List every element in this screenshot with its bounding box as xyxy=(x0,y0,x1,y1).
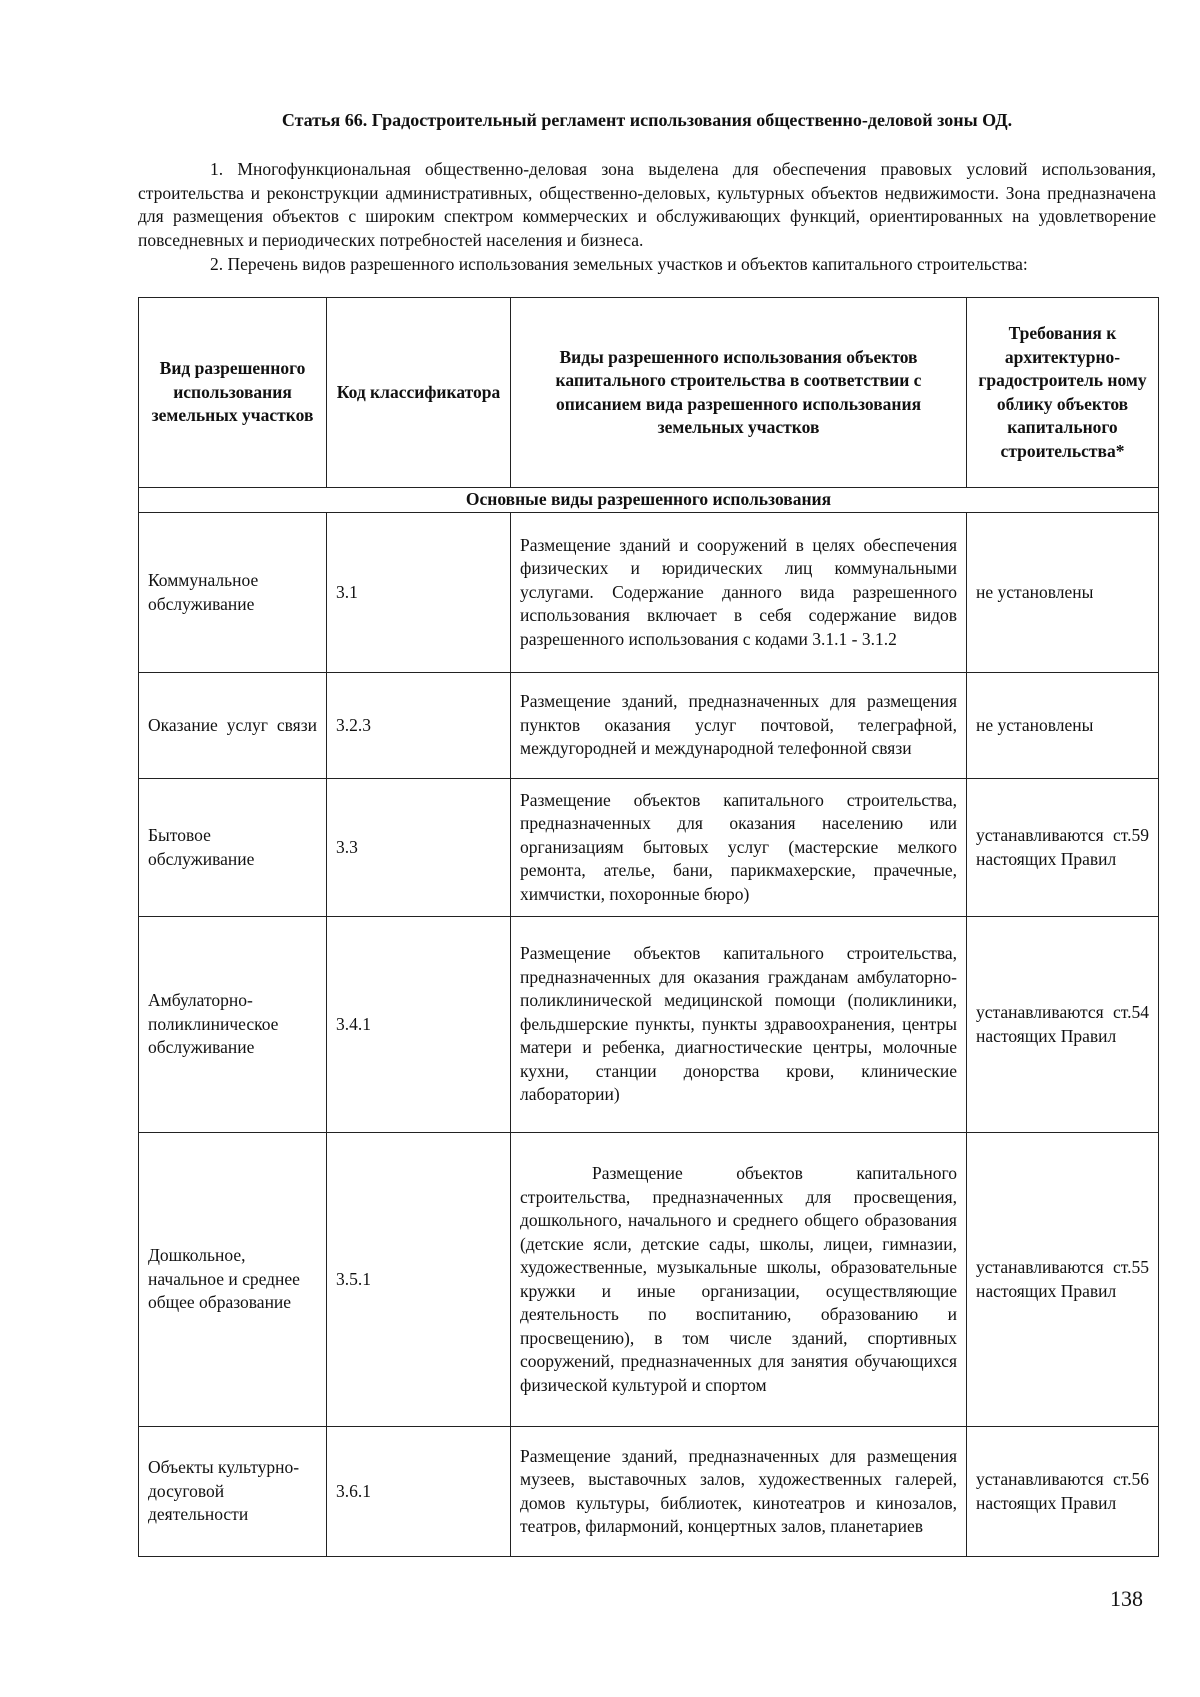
row-requirements: устанавливаются ст.56 настоящих Правил xyxy=(967,1427,1159,1557)
row-classifier-code: 3.5.1 xyxy=(327,1133,511,1427)
table-row xyxy=(139,673,1159,779)
row-requirements: устанавливаются ст.59 настоящих Правил xyxy=(967,779,1159,917)
header-requirements: Требования к архитектурно-градостроитель ному облику объектов капитального строительства* xyxy=(967,298,1159,488)
row-description: Размещение объектов капитального строительства, предназначенных для оказания гражданам амбулаторно-поликлинической медицинской помощи (поликлиники, фельдшерские пункты, пункты здравоохранения, центры матери и ребенка, диагностические центры, молочные кухни, станции донорства крови, клинические лаборатории) xyxy=(511,917,967,1133)
paragraph-zone-description: 1. Многофункциональная общественно-деловая зона выделена для обеспечения правовых условий использования, строительства и реконструкции административных, общественно-деловых, культурных объектов недвижимости. Зона предназначена для размещения объектов с широким спектром коммерческих и обслуживающих функций, ориентированных на удовлетворение повседневных и периодических потребностей населения и бизнеса. xyxy=(138,159,1156,250)
row-classifier-code: 3.3 xyxy=(327,779,511,917)
row-description: Размещение зданий, предназначенных для размещения музеев, выставочных залов, художественных галерей, домов культуры, библиотек, кинотеатров и кинозалов, театров, филармоний, концертных залов, планетариев xyxy=(511,1427,967,1557)
section-title: Основные виды разрешенного использования xyxy=(139,488,1159,513)
row-land-use-name: Бытовое обслуживание xyxy=(139,779,327,917)
article-heading: Статья 66. Градостроительный регламент использования общественно-деловой зоны ОД. xyxy=(281,110,1013,130)
row-land-use-name: Коммунальное обслуживание xyxy=(139,513,327,673)
row-description: Размещение зданий, предназначенных для размещения пунктов оказания услуг почтовой, телеграфной, междугородней и международной телефонной связи xyxy=(511,673,967,779)
row-requirements: не установлены xyxy=(967,513,1159,673)
row-description: Размещение зданий и сооружений в целях обеспечения физических и юридических лиц коммунальными услугами. Содержание данного вида разрешенного использования включает в себя содержание видов разрешенного использования с кодами 3.1.1 - 3.1.2 xyxy=(511,513,967,673)
row-classifier-code: 3.6.1 xyxy=(327,1427,511,1557)
row-land-use-name: Дошкольное, начальное и среднее общее образование xyxy=(139,1133,327,1427)
paragraph-permitted-uses-intro: 2. Перечень видов разрешенного использования земельных участков и объектов капитального строительства: xyxy=(210,254,1028,274)
row-land-use-name: Амбулаторно-поликлиническое обслуживание xyxy=(139,917,327,1133)
row-description: Размещение объектов капитального строительства, предназначенных для просвещения, дошкольного, начального и среднего общего образования (детские ясли, детские сады, школы, лицеи, гимназии, художественные, музыкальные школы, образовательные кружки и иные организации, осуществляющие деятельность по воспитанию, образованию и просвещению), в том числе зданий, спортивных сооружений, предназначенных для занятия обучающихся физической культурой и спортом xyxy=(511,1133,967,1427)
row-requirements: устанавливаются ст.55 настоящих Правил xyxy=(967,1133,1159,1427)
header-code: Код классификатора xyxy=(327,298,511,488)
row-land-use-name: Объекты культурно-досуговой деятельности xyxy=(139,1427,327,1557)
permitted-uses-table xyxy=(138,297,1159,1557)
page-number: 138 xyxy=(1110,1586,1143,1611)
table-row xyxy=(139,1427,1159,1557)
table-row xyxy=(139,513,1159,673)
table-row xyxy=(139,779,1159,917)
row-classifier-code: 3.1 xyxy=(327,513,511,673)
row-requirements: не установлены xyxy=(967,673,1159,779)
row-classifier-code: 3.4.1 xyxy=(327,917,511,1133)
table-header-row xyxy=(139,298,1159,488)
table-row xyxy=(139,1133,1159,1427)
row-classifier-code: 3.2.3 xyxy=(327,673,511,779)
row-requirements: устанавливаются ст.54 настоящих Правил xyxy=(967,917,1159,1133)
row-land-use-name: Оказание услуг связи xyxy=(139,673,327,779)
row-description: Размещение объектов капитального строительства, предназначенных для оказания населению или организациям бытовых услуг (мастерские мелкого ремонта, ателье, бани, парикмахерские, прачечные, химчистки, похоронные бюро) xyxy=(511,779,967,917)
table-section-row xyxy=(139,488,1159,513)
table-row xyxy=(139,917,1159,1133)
header-capital-use: Виды разрешенного использования объектов капитального строительства в соответствии с описанием вида разрешенного использования земельных участков xyxy=(511,298,967,488)
header-land-use: Вид разрешенного использования земельных участков xyxy=(139,298,327,488)
